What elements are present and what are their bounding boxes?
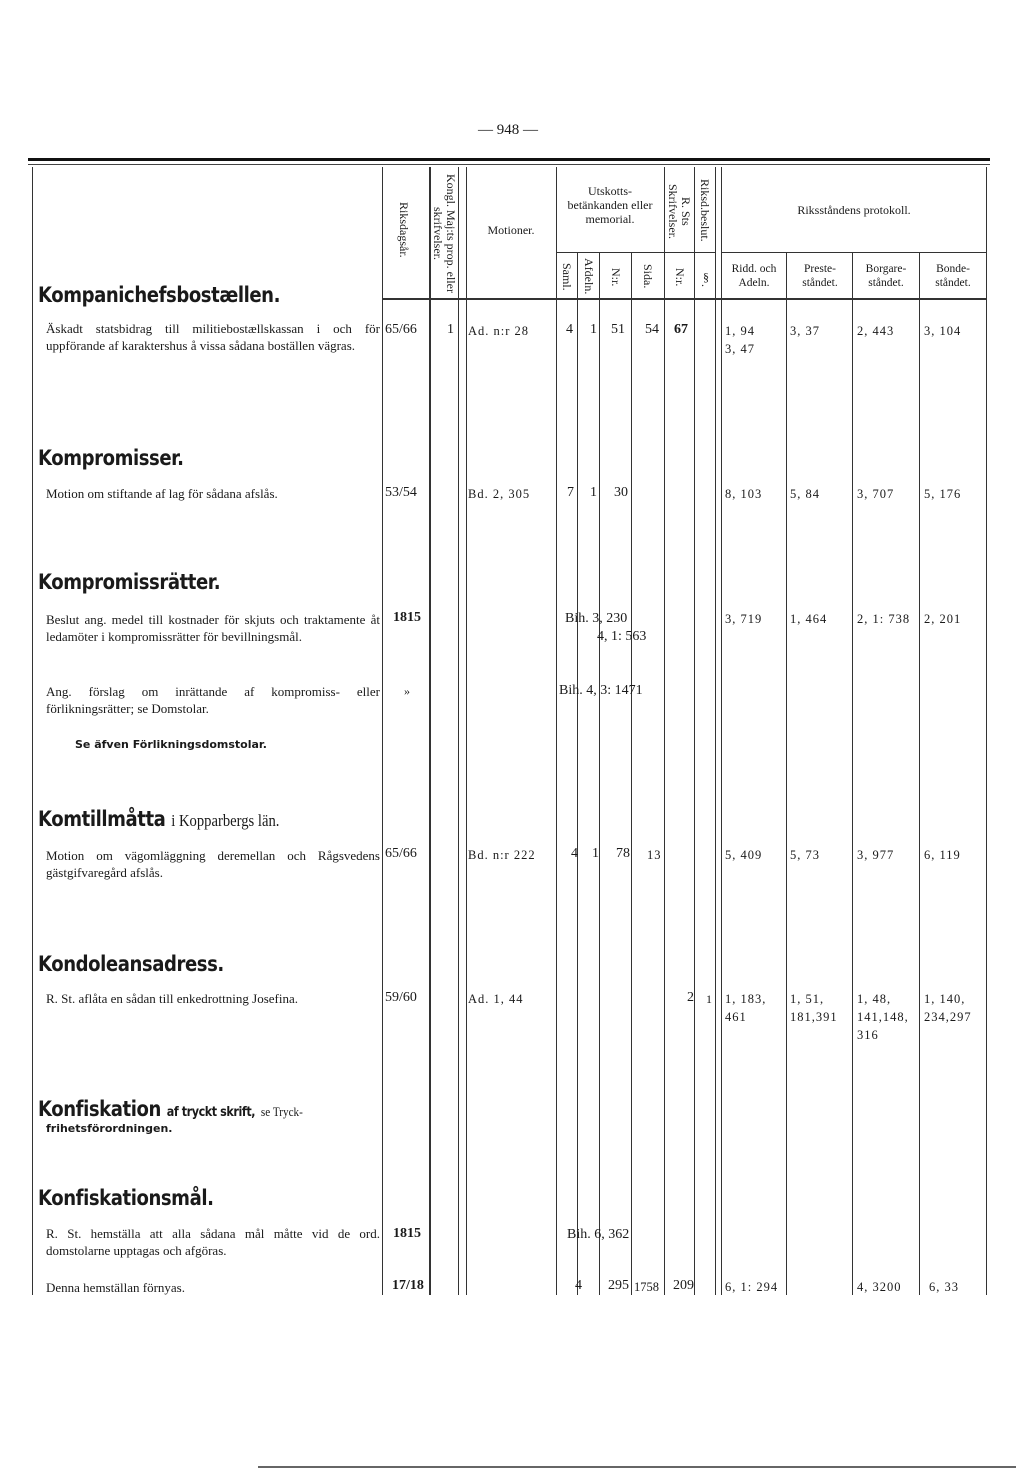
header-rst-skrif: R. Sts Skrifvelser.: [666, 183, 693, 239]
header-borgare: Borgare-ståndet.: [865, 263, 907, 289]
header-preste: Preste-ståndet.: [802, 263, 838, 289]
col-line: [556, 167, 557, 1295]
bonde-value: 3, 104: [924, 324, 962, 338]
entry-description: Äskadt statsbidrag till militiebostællskassan i och för uppförande af karaktershus å vissa sådana boställen vägras.: [46, 321, 380, 353]
col-line: [429, 167, 431, 1295]
afdeln-value: 1: [592, 846, 599, 861]
nr-value: 78: [616, 846, 630, 861]
preste-value: 5, 84: [790, 487, 820, 501]
entry-description: Motion om vägomläggning deremellan och Rågsvedens gästgifvaregård afslås.: [46, 848, 380, 880]
bonde-value: 6, 33: [929, 1280, 959, 1294]
borgare-value-3: 316: [857, 1028, 879, 1042]
nr-value: 51: [611, 322, 625, 337]
motion-ref: Bd. n:r 222: [468, 848, 536, 862]
motion-ref: Ad. 1, 44: [468, 992, 524, 1006]
year: 1815: [393, 1226, 421, 1241]
borgare-value: 3, 707: [857, 487, 895, 501]
borgare-value: 2, 1: 738: [857, 612, 911, 626]
ridd-value-2: 461: [725, 1010, 747, 1024]
header-bonde: Bonde-ståndet.: [935, 263, 971, 289]
col-line-left: [32, 167, 33, 1295]
year: 53/54: [385, 485, 417, 500]
bihang-ref: Bih. 4, 3: 1471: [559, 683, 643, 698]
motion-ref: Bd. 2, 305: [468, 487, 531, 501]
col-line: [664, 167, 665, 1295]
year: 1815: [393, 610, 421, 625]
nr-value: 295: [608, 1278, 629, 1293]
rst-nr-value: 209: [673, 1278, 694, 1293]
page-number: — 948 —: [478, 122, 538, 138]
ridd-value: 8, 103: [725, 487, 763, 501]
col-line: [458, 167, 459, 1295]
col-line: [852, 252, 853, 1295]
header-riksd-beslut: Riksd.beslut.: [698, 178, 712, 242]
see-also: Se äfven Förlikningsdomstolar.: [75, 738, 267, 751]
col-line-right: [986, 167, 987, 1295]
afdeln-value: 1: [590, 485, 597, 500]
header-motioner: Motioner.: [487, 223, 535, 237]
section-title: Kondoleansadress.: [38, 952, 224, 976]
top-rule: [28, 158, 990, 161]
header-sida: Sida.: [641, 263, 655, 289]
ridd-value: 1, 94: [725, 324, 755, 338]
sida-value: 54: [645, 322, 659, 337]
bihang-ref-2: 4, 1: 563: [597, 629, 647, 644]
borgare-value: 1, 48,: [857, 992, 892, 1006]
header-utskott: Utskotts-betänkanden eller memorial.: [567, 184, 653, 226]
col-line: [919, 252, 920, 1295]
section-title: Kompanichefsbostællen.: [38, 283, 281, 307]
motion-ref: Ad. n:r 28: [468, 324, 530, 338]
header-afdeln: Afdeln.: [582, 257, 596, 295]
preste-value: 5, 73: [790, 848, 820, 862]
section-title-cont: frihetsförordningen.: [46, 1122, 173, 1135]
paragraph-value: 1: [706, 992, 712, 1006]
bonde-value: 2, 201: [924, 612, 962, 626]
year: 65/66: [385, 322, 417, 337]
col-line: [599, 252, 600, 1295]
top-rule-thin: [28, 164, 990, 165]
header-nr-2: N:r.: [673, 267, 687, 287]
header-bottom-rule: [382, 298, 987, 300]
bonde-value: 1, 140,: [924, 992, 966, 1006]
header-riksdagsar: Riksdagsår.: [397, 202, 411, 258]
rst-nr-value: 67: [674, 322, 688, 337]
header-sub-rule: [721, 252, 987, 253]
preste-value: 1, 51,: [790, 992, 825, 1006]
year: 17/18: [392, 1278, 424, 1293]
entry-description: R. St. hemställa att alla sådana mål måtte vid de ord. domstolarne upptagas och afgöras.: [46, 1226, 380, 1258]
saml-value: 7: [567, 485, 574, 500]
header-nr: N:r.: [609, 267, 623, 287]
col-line: [382, 167, 383, 1295]
header-sub-rule: [556, 252, 716, 253]
ridd-value-2: 3, 47: [725, 342, 755, 356]
bottom-rule: [258, 1466, 1016, 1468]
section-title: Kompromisser.: [38, 446, 184, 470]
col-line: [466, 167, 467, 1295]
col-line: [721, 167, 722, 1295]
bonde-value: 6, 119: [924, 848, 961, 862]
entry-description: Ang. förslag om inrättande af kompromiss- eller förlikningsrätter; se Domstolar.: [46, 684, 380, 716]
bihang-ref: Bih. 6, 362: [567, 1227, 630, 1242]
sida-value: 1758: [634, 1280, 659, 1294]
year-ditto: »: [404, 684, 410, 698]
col-line: [786, 252, 787, 1295]
entry-description: Denna hemställan förnyas.: [46, 1280, 185, 1295]
header-saml: Saml.: [560, 263, 574, 291]
entry-description: R. St. aflåta en sådan till enkedrottning Josefina.: [46, 991, 298, 1006]
ridd-value: 5, 409: [725, 848, 763, 862]
year: 59/60: [385, 990, 417, 1005]
rst-nr-value: 2: [687, 990, 694, 1005]
preste-value: 3, 37: [790, 324, 820, 338]
saml-value: 4: [571, 846, 578, 861]
header-protokoll: Riksståndens protokoll.: [797, 203, 911, 217]
preste-value: 1, 464: [790, 612, 828, 626]
header-kongl: Kongl. Maj:ts prop. eller skrifvelser.: [431, 173, 458, 293]
col-line: [694, 167, 695, 1295]
section-title: Komtillmåtta i Kopparbergs län.: [38, 807, 280, 831]
entry-description: Motion om stiftande af lag för sådana afslås.: [46, 486, 278, 501]
header-ridd: Ridd. och Adeln.: [731, 263, 777, 289]
col-line: [577, 252, 578, 1295]
col-line: [631, 252, 632, 1295]
borgare-value: 4, 3200: [857, 1280, 902, 1294]
ridd-value: 6, 1: 294: [725, 1280, 779, 1294]
bonde-value-2: 234,297: [924, 1010, 972, 1024]
section-title: Konfiskationsmål.: [38, 1186, 214, 1210]
borgare-value: 2, 443: [857, 324, 895, 338]
section-title: Kompromissrätter.: [38, 570, 221, 594]
ridd-value: 3, 719: [725, 612, 763, 626]
saml-value: 4: [566, 322, 573, 337]
borgare-value-2: 141,148,: [857, 1010, 909, 1024]
afdeln-value: 1: [590, 322, 597, 337]
year: 65/66: [385, 846, 417, 861]
bonde-value: 5, 176: [924, 487, 962, 501]
kongl-value: 1: [447, 322, 454, 337]
nr-value: 30: [614, 485, 628, 500]
borgare-value: 3, 977: [857, 848, 895, 862]
ridd-value: 1, 183,: [725, 992, 767, 1006]
preste-value-2: 181,391: [790, 1010, 838, 1024]
header-paragraph: §.: [699, 269, 713, 287]
sida-value: 13: [647, 848, 662, 862]
saml-value: 4: [575, 1278, 582, 1293]
section-title: Konfiskation af tryckt skrift, se Tryck-: [38, 1097, 303, 1121]
bihang-ref: Bih. 3, 230: [565, 611, 628, 626]
entry-description: Beslut ang. medel till kostnader för skjuts och traktamente åt ledamöter i kompromissrätter för bevillningsmål.: [46, 612, 380, 644]
col-line: [715, 167, 716, 1295]
